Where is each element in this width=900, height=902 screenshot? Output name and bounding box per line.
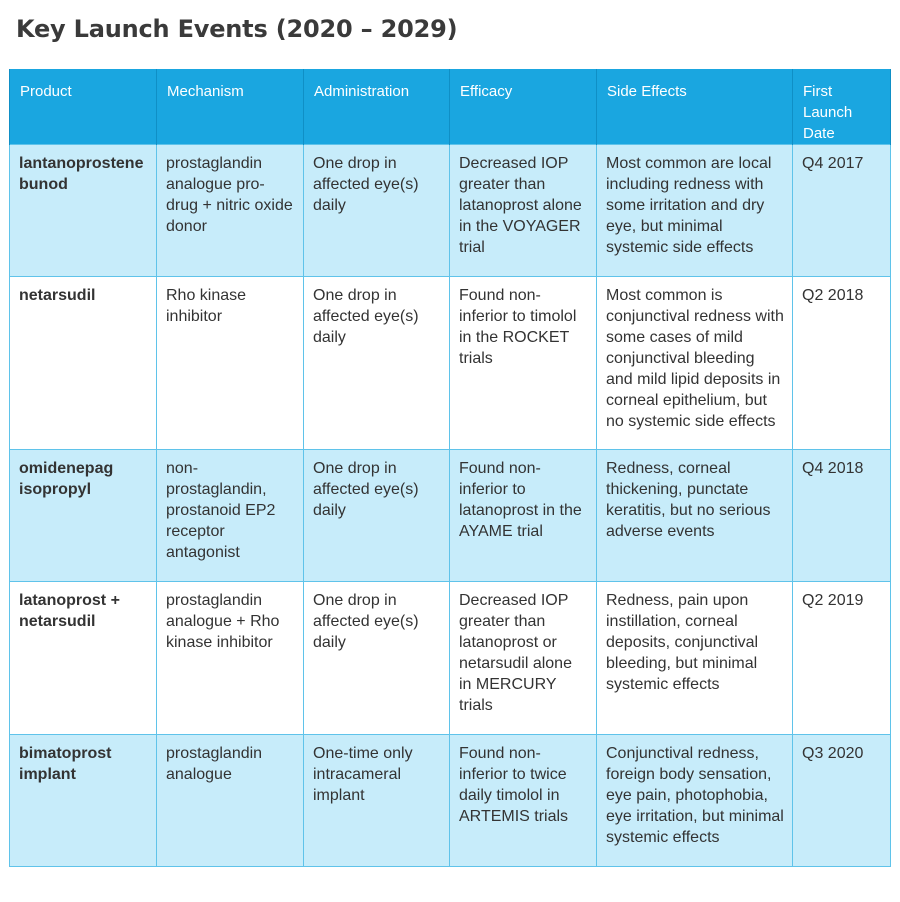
cell-first-launch-date: Q4 2017 [793,145,891,277]
table-header-row [10,69,891,145]
cell-mechanism: prostaglandin analogue + Rho kinase inhibitor [157,582,304,735]
cell-product: lantanoprostene bunod [10,145,157,277]
table-row [10,735,891,867]
cell-administration: One drop in affected eye(s) daily [304,582,450,735]
header-mechanism: Mechanism [157,69,304,145]
page-title: Key Launch Events (2020 – 2029) [16,15,458,43]
cell-efficacy: Found non-inferior to timolol in the ROCKET trials [450,277,597,450]
cell-side-effects: Redness, pain upon instillation, corneal deposits, conjunctival bleeding, but minimal systemic effects [597,582,793,735]
cell-first-launch-date: Q4 2018 [793,450,891,582]
cell-mechanism: non-prostaglandin, prostanoid EP2 receptor antagonist [157,450,304,582]
header-side-effects: Side Effects [597,69,793,145]
cell-product: netarsudil [10,277,157,450]
cell-side-effects: Most common is conjunctival redness with some cases of mild conjunctival bleeding and mild lipid deposits in corneal epithelium, but no systemic side effects [597,277,793,450]
cell-efficacy: Decreased IOP greater than latanoprost alone in the VOYAGER trial [450,145,597,277]
cell-administration: One drop in affected eye(s) daily [304,145,450,277]
header-efficacy: Efficacy [450,69,597,145]
cell-efficacy: Found non-inferior to twice daily timolol in ARTEMIS trials [450,735,597,867]
cell-efficacy: Found non-inferior to latanoprost in the AYAME trial [450,450,597,582]
cell-product: latanoprost + netarsudil [10,582,157,735]
cell-administration: One drop in affected eye(s) daily [304,277,450,450]
cell-efficacy: Decreased IOP greater than latanoprost or netarsudil alone in MERCURY trials [450,582,597,735]
table-row [10,582,891,735]
cell-side-effects: Redness, corneal thickening, punctate keratitis, but no serious adverse events [597,450,793,582]
table-row [10,450,891,582]
launch-events-table [9,69,891,867]
cell-product: bimatoprost implant [10,735,157,867]
cell-administration: One-time only intracameral implant [304,735,450,867]
table-row [10,145,891,277]
header-administration: Administration [304,69,450,145]
cell-product: omidenepag isopropyl [10,450,157,582]
cell-side-effects: Conjunctival redness, foreign body sensation, eye pain, photophobia, eye irritation, but minimal systemic effects [597,735,793,867]
cell-mechanism: prostaglandin analogue [157,735,304,867]
header-product: Product [10,69,157,145]
cell-administration: One drop in affected eye(s) daily [304,450,450,582]
header-first-launch-date: First Launch Date [793,69,891,145]
cell-first-launch-date: Q2 2018 [793,277,891,450]
cell-mechanism: Rho kinase inhibitor [157,277,304,450]
cell-mechanism: prostaglandin analogue pro-drug + nitric oxide donor [157,145,304,277]
table-row [10,277,891,450]
cell-first-launch-date: Q2 2019 [793,582,891,735]
cell-side-effects: Most common are local including redness with some irritation and dry eye, but minimal systemic side effects [597,145,793,277]
cell-first-launch-date: Q3 2020 [793,735,891,867]
